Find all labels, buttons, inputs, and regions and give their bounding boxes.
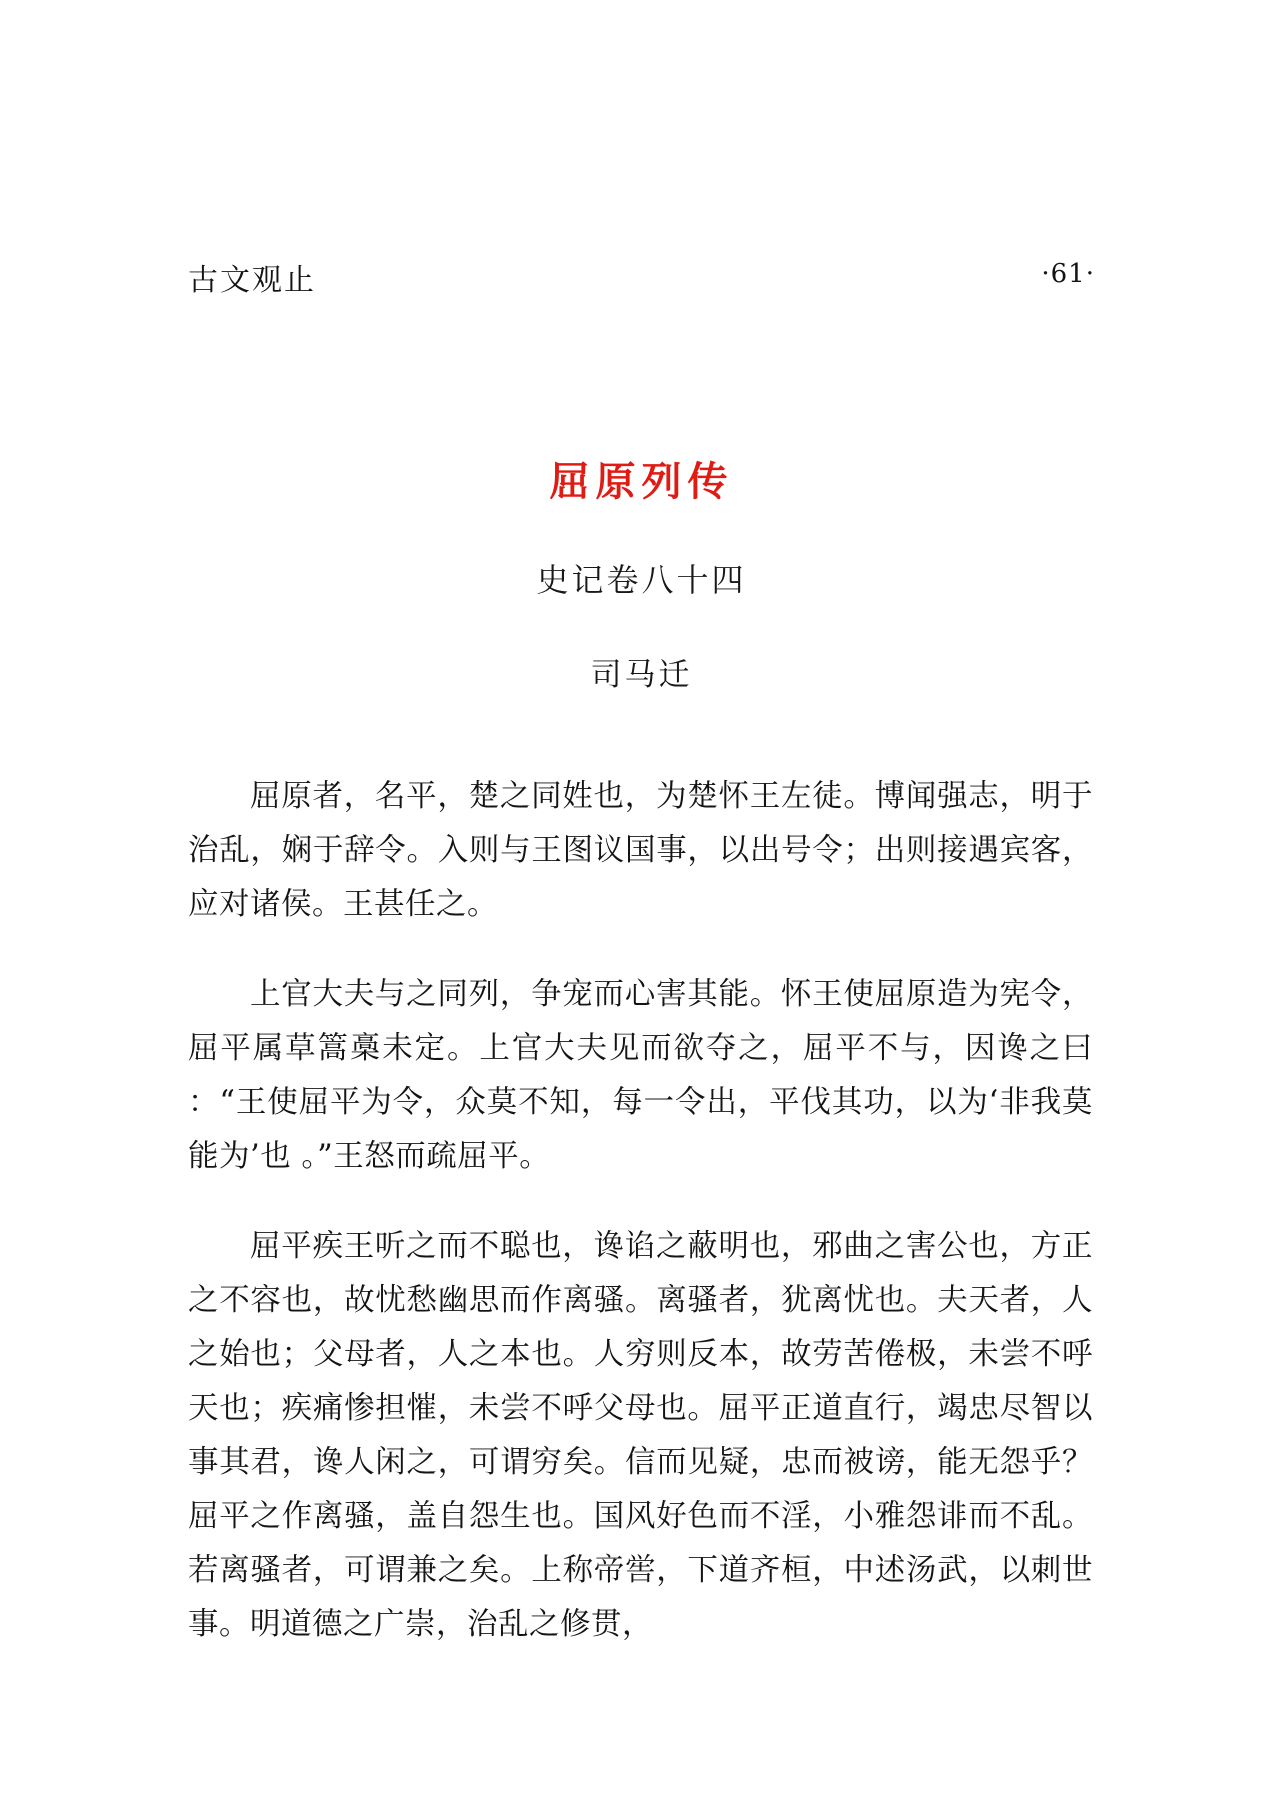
page-title: 屈原列传 — [549, 458, 734, 505]
paragraph: 屈平疾王听之而不聪也，谗谄之蔽明也，邪曲之害公也，方正之不容也，故忧愁幽思而作离骚。离骚者，犹离忧也。夫天者，人之始也；父母者，人之本也。人穷则反本，故劳苦倦极，未尝不呼天也；疾痛惨担慛，未尝不呼父母也。屈平正道直行，竭忠尽智以事其君，谗人闲之，可谓穷矣。信而见疑，忠而被谤，能无怨乎？屈平之作离骚，盖自怨生也。国风好色而不淫，小雅怨诽而不乱。若离骚者，可谓兼之矣。上称帝喾，下道齐桓，中述汤武，以刺世事。明道德之广崇，治乱之修贯， — [188, 1229, 1093, 1642]
source-reference: 史记卷八十四 — [536, 561, 747, 599]
author-name: 司马迁 — [590, 657, 693, 693]
page-number: ·61· — [1041, 259, 1095, 289]
title-block — [0, 450, 1283, 694]
page-header — [188, 255, 1095, 298]
paragraph: 屈原者，名平，楚之同姓也，为楚怀王左徒。博闻强志，明于治乱，娴于辞令。入则与王图议国事，以出号令；出则接遇宾客，应对诸侯。王甚任之。 — [188, 779, 1093, 922]
book-title: 古文观止 — [188, 263, 316, 298]
paragraph: 上官大夫与之同列，争宠而心害其能。怀王使屈原造为宪令，屈平属草篙槀未定。上官大夫见而欲夺之，屈平不与，因谗之曰 ：“王使屈平为令，众莫不知，每一令出，平伐其功，以为‘非我莫能为’也 。”王怒而疏屈平。 — [188, 977, 1093, 1174]
body-text — [188, 770, 1093, 1652]
